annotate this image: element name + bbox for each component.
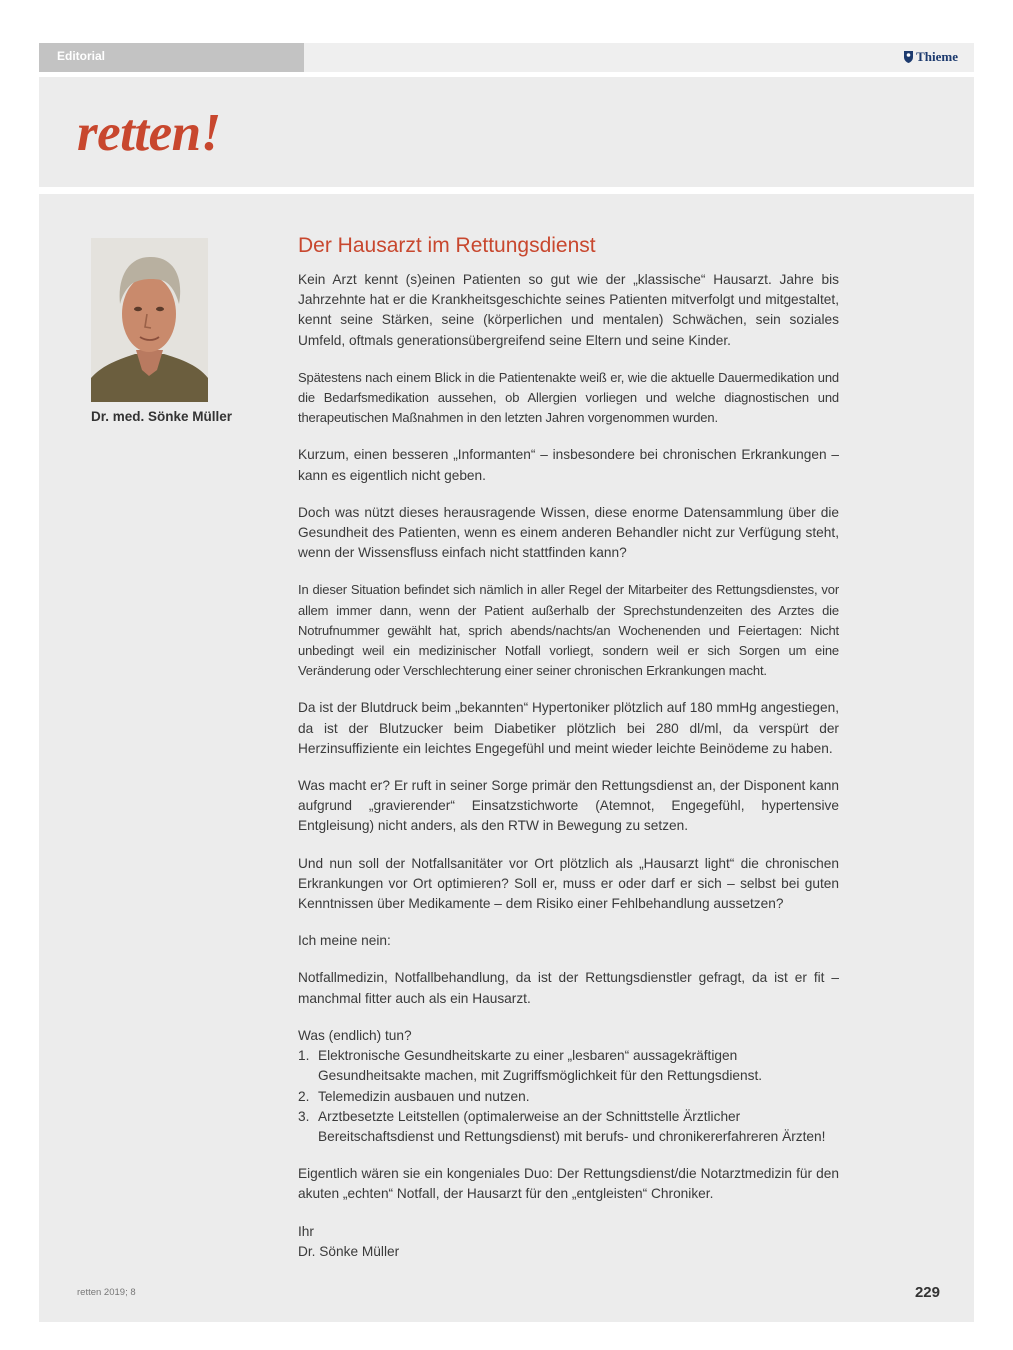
list-item (298, 1087, 839, 1107)
author-caption: Dr. med. Sönke Müller (91, 409, 233, 424)
signoff-salutation: Ihr (298, 1223, 314, 1239)
section-label: Editorial (39, 43, 304, 72)
page-number: 229 (914, 1284, 940, 1301)
signoff-name: Dr. Sönke Müller (298, 1243, 400, 1259)
article-paragraph: In dieser Situation befindet sich nämlich in aller Regel der Mitarbeiter des Rettungsdienstes, vor allem immer dann, wenn der Patient außerhalb der Sprechstundenzeiten des Arztes die Notrufnummer gewählt hat, sprich abends/nachts/an Wochenenden und Feiertagen: Nicht unbedingt weil ein medizinischer Notfall vorliegt, sondern weil er sich Sorgen um eine Veränderung oder Verschlechterung einer seiner chronischen Erkrankungen macht. (298, 582, 839, 679)
closing-paragraph: Eigentlich wären sie ein kongeniales Duo: Der Rettungsdienst/die Notarztmedizin für den akuten „echten“ Notfall, der Hausarzt für den „entgleisten“ Chroniker. (298, 1166, 839, 1202)
content-panel (39, 194, 974, 1322)
action-list (298, 1046, 839, 1147)
list-item-number: 1. (298, 1048, 310, 1064)
article-paragraph: Kurzum, einen besseren „Informanten“ – insbesondere bei chronischen Erkrankungen – kann es eigentlich nicht geben. (298, 447, 839, 483)
journal-title: retten! (77, 104, 221, 162)
list-item-number: 2. (298, 1088, 310, 1104)
list-item-number: 3. (298, 1108, 310, 1124)
article-paragraph: Doch was nützt dieses herausragende Wissen, diese enorme Datensammlung über die Gesundheit des Patienten, wenn es einem anderen Behandler nicht zur Verfügung steht, wenn der Wissensfluss einfach nicht stattfinden kann? (298, 504, 839, 561)
list-item-text: Telemedizin ausbauen und nutzen. (318, 1088, 530, 1104)
article-paragraph: Kein Arzt kennt (s)einen Patienten so gut wie der „klassische“ Hausarzt. Jahre bis Jahrzehnte hat er die Krankheitsgeschichte seines Patienten mitverfolgt und mitgestaltet, kennt seine Stärken, seine (körperlichen und mentalen) Schwächen, sein soziales Umfeld, oftmals generationsübergreifend seine Eltern und seine Kinder. (298, 272, 839, 348)
thieme-crest-icon (903, 50, 914, 64)
article (298, 232, 839, 1262)
title-band (39, 77, 974, 187)
list-item (298, 1046, 839, 1086)
header-bar (39, 43, 974, 72)
list-item (298, 1107, 839, 1147)
article-paragraph: Da ist der Blutdruck beim „bekannten“ Hypertoniker plötzlich auf 180 mmHg angestiegen, da ist der Blutzucker beim Diabetiker plötzlich bei 280 dl/ml, da verspürt der Herzinsuffiziente ein leichtes Engegefühl und meint wieder leichte Beinödeme zu haben. (298, 700, 839, 756)
list-item-text: Elektronische Gesundheitskarte zu einer „lesbaren“ aussagekräftigen Gesundheitsakte machen, mit Zugriffsmöglichkeit für den Rettungsdienst. (318, 1048, 763, 1084)
publisher-logo (903, 49, 958, 65)
article-paragraph: Ich meine nein: (298, 933, 391, 949)
list-intro: Was (endlich) tun? (298, 1027, 412, 1043)
article-title: Der Hausarzt im Rettungsdienst (298, 234, 596, 257)
article-paragraph: Spätestens nach einem Blick in die Patientenakte weiß er, wie die aktuelle Dauermedikation und die Bedarfsmedikation aussehen, ob Allergien vorliegen und welche diagnostischen und therapeutischen Maßnahmen in den letzten Jahren vorgenommen wurden. (298, 369, 839, 426)
signoff (298, 1222, 839, 1262)
author-photo (91, 238, 208, 402)
author-portrait-image (91, 238, 208, 402)
article-paragraph: Und nun soll der Notfallsanitäter vor Ort plötzlich als „Hausarzt light“ die chronischen Erkrankungen vor Ort optimieren? Soll er, muss er oder darf er sich – selbst bei guten Kenntnissen über Medikamente – dem Risiko einer Fehlbehandlung aussetzen? (298, 855, 839, 912)
publisher-name: Thieme (916, 49, 958, 64)
article-paragraph: Was macht er? Er ruft in seiner Sorge primär den Rettungsdienst an, der Disponent kann aufgrund „gravierender“ Einsatzstichworte (Atemnot, Engegefühl, hypertensive Entgleisung) nicht anders, als den RTW in Bewegung zu setzen. (298, 778, 839, 834)
journal-citation: retten 2019; 8 (77, 1287, 136, 1298)
article-paragraph: Notfallmedizin, Notfallbehandlung, da ist der Rettungsdienstler gefragt, da ist er fit – manchmal fitter auch als ein Hausarzt. (298, 970, 839, 1006)
list-item-text: Arztbesetzte Leitstellen (optimalerweise an der Schnittstelle Ärztlicher Bereitschaftsdienst und Rettungsdienst) mit berufs- und chronikererfahreren Ärzten! (318, 1108, 826, 1144)
